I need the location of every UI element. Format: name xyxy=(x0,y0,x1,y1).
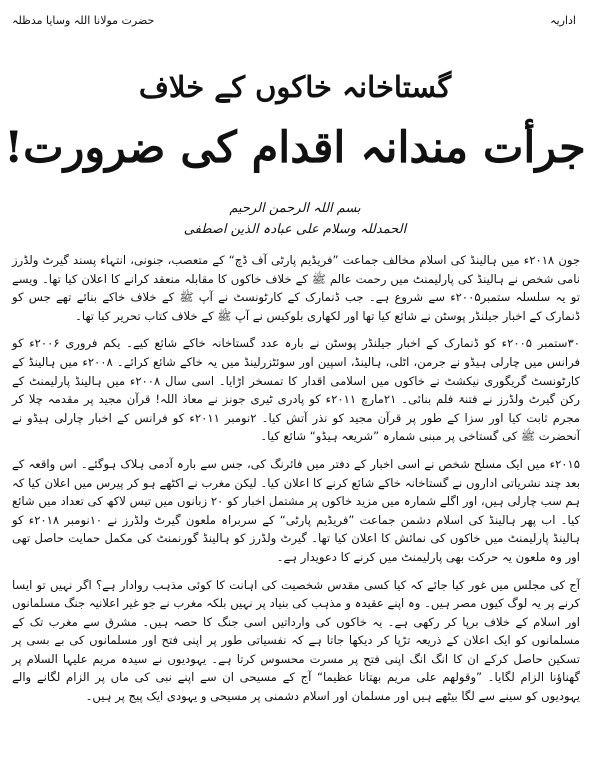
article-headline: جرأت مندانہ اقدام کی ضرورت! xyxy=(4,123,586,173)
article-kicker: گستاخانہ خاکوں کے خلاف xyxy=(138,70,452,104)
article-body xyxy=(12,251,580,706)
section-label: اداریہ xyxy=(550,14,576,27)
paragraph: آج کی مجلس میں غور کیا جائے کہ کیا کسی مقدس شخصیت کی اہانت کا کوئی مذہب روادار ہے؟ اگر نہیں تو ایسا کرنے پر یہ لوگ کیوں مصر ہیں۔ وہ اپنے عقیدہ و مذہب کی بنیاد پر نہیں بلکہ مغرب نے جو غیر اعلانیہ جنگ مسلمانوں اور اسلام کے خلاف برپا کر رکھی ہے۔ یہ خاکوں کی وارداتیں اسی جنگ کا حصہ ہیں۔ مشرق سے مغرب تک کے مسلمانوں کو ایک اعلان کے ذریعہ تڑپا کر دیکھا جاتا ہے کہ نفسیاتی طور پر اپنی فتح اور مسلمانوں کی بے بسی پر تسکین حاصل کرکے ان کا انگ انگ اپنی فتح پر مسرت محسوس کرتا ہے۔ یہودیوں نے سیدہ مریم علیہا السلام پر گھناؤنا الزام لگایا۔ ”وقولھم علی مریم بھتانا عظیما“ آج کے مسیحی ان سے اپنے نبی کی ماں پر الزام لگانے والے یہودیوں کو سینے سے لگا بیٹھے ہیں اور مسلمان اور اسلام دشمنی پر مسیحی و یہودی ایک پیج پر ہیں۔ xyxy=(12,577,580,704)
salutation-line: الحمدللہ وسلام علی عبادہ الذین اصطفی xyxy=(183,222,407,237)
bismillah-line: بسم اللہ الرحمن الرحیم xyxy=(229,201,361,216)
paragraph: ۳۰ستمبر ۲۰۰۵ء کو ڈنمارک کے اخبار جیلنڈر پوسٹن نے بارہ عدد گستاخانہ خاکے شائع کیے۔ یکم فروری ۲۰۰۶ء کو فرانس میں چارلی ہیڈو نے جرمن، اٹلی، ہالینڈ، اسپین اور سوئٹزرلینڈ میں یہ خاکے شائع کرائے۔ ۲۰۰۸ء میں ہالینڈ کے کارٹونسٹ گریگوری نیکشٹ نے خاکوں میں اسلامی اقدار کا تمسخر اڑایا۔ اسی سال ۲۰۰۸ء میں ہالینڈ پارلیمنٹ کے رکن گیرٹ ولڈرز نے فتنۃ فلم بنائی۔ ۲۱مارچ ۲۰۱۱ء کو پادری ٹیری جونز نے معاذ اللہ! قرآن مجید پر مقدمہ چلا کر مجرم ثابت کیا اور سزا کے طور پر قرآن مجید کو نذر آتش کیا۔ ۲نومبر ۲۰۱۱ء کو فرانس کے اخبار چارلی ہیڈو نے آنحضرت ﷺ کی گستاخی پر مبنی شمارہ ”شریعہ ہیڈو“ شائع کیا۔ xyxy=(12,336,581,444)
author-byline: حضرت مولانا اللہ وسایا مدظلہ xyxy=(12,14,155,27)
paragraph: جون ۲۰۱۸ء میں ہالینڈ کی اسلام مخالف جماعت ”فریڈیم پارٹی آف ڈچ“ کے متعصب، جنونی، انتہاء پسند گیرٹ ولڈرز نامی شخص نے ہالینڈ کی پارلیمنٹ میں رحمت عالم ﷺ کے خلاف خاکوں کا مقابلہ منعقد کرانے کا اعلان کیا تھا۔ ویسے تو یہ سلسلہ ستمبر۲۰۰۵ء سے شروع ہے۔ جب ڈنمارک کے کارٹونسٹ نے آپ ﷺ کے خلاف خاکے بنائے تھے جس کو ڈنمارک کے اخبار جیلنڈر پوسٹن نے شائع کیا تھا اور لکھاری بلوکیس نے آپ ﷺ کے خلاف کتاب تحریر کیا تھا۔ xyxy=(12,253,580,323)
paragraph: ۲۰۱۵ء میں ایک مسلح شخص نے اسی اخبار کے دفتر میں فائرنگ کی، جس سے بارہ آدمی ہلاک ہوگئے۔ اس واقعہ کے بعد چند نشریاتی اداروں نے گستاخانہ خاکے شائع کرنے کا اعلان کیا۔ لیکن مغرب نے اکٹھے ہو کر پیرس میں اعلان کیا کہ ہم سب چارلی ہیں، اور اگلے شمارہ میں مزید خاکوں پر مشتمل اخبار کو ۲۰ زبانوں میں تیس لاکھ کی تعداد میں شائع کیا۔ اب پھر ہالینڈ کی اسلام دشمن جماعت ”فریڈیم پارٹی“ کے سربراہ ملعون گیرٹ ولڈرز نے ۱۰نومبر ۲۰۱۸ء کو ہالینڈ پارلیمنٹ میں خاکوں کی نمائش کا اعلان کیا تھا۔ گیرٹ ولڈرز کو ہالینڈ گورنمنٹ کی مکمل حمایت حاصل تھی اور وہ ملعون یہ حرکت بھی پارلیمنٹ میں کرنے کا دعویدار ہے۔ xyxy=(12,456,580,564)
